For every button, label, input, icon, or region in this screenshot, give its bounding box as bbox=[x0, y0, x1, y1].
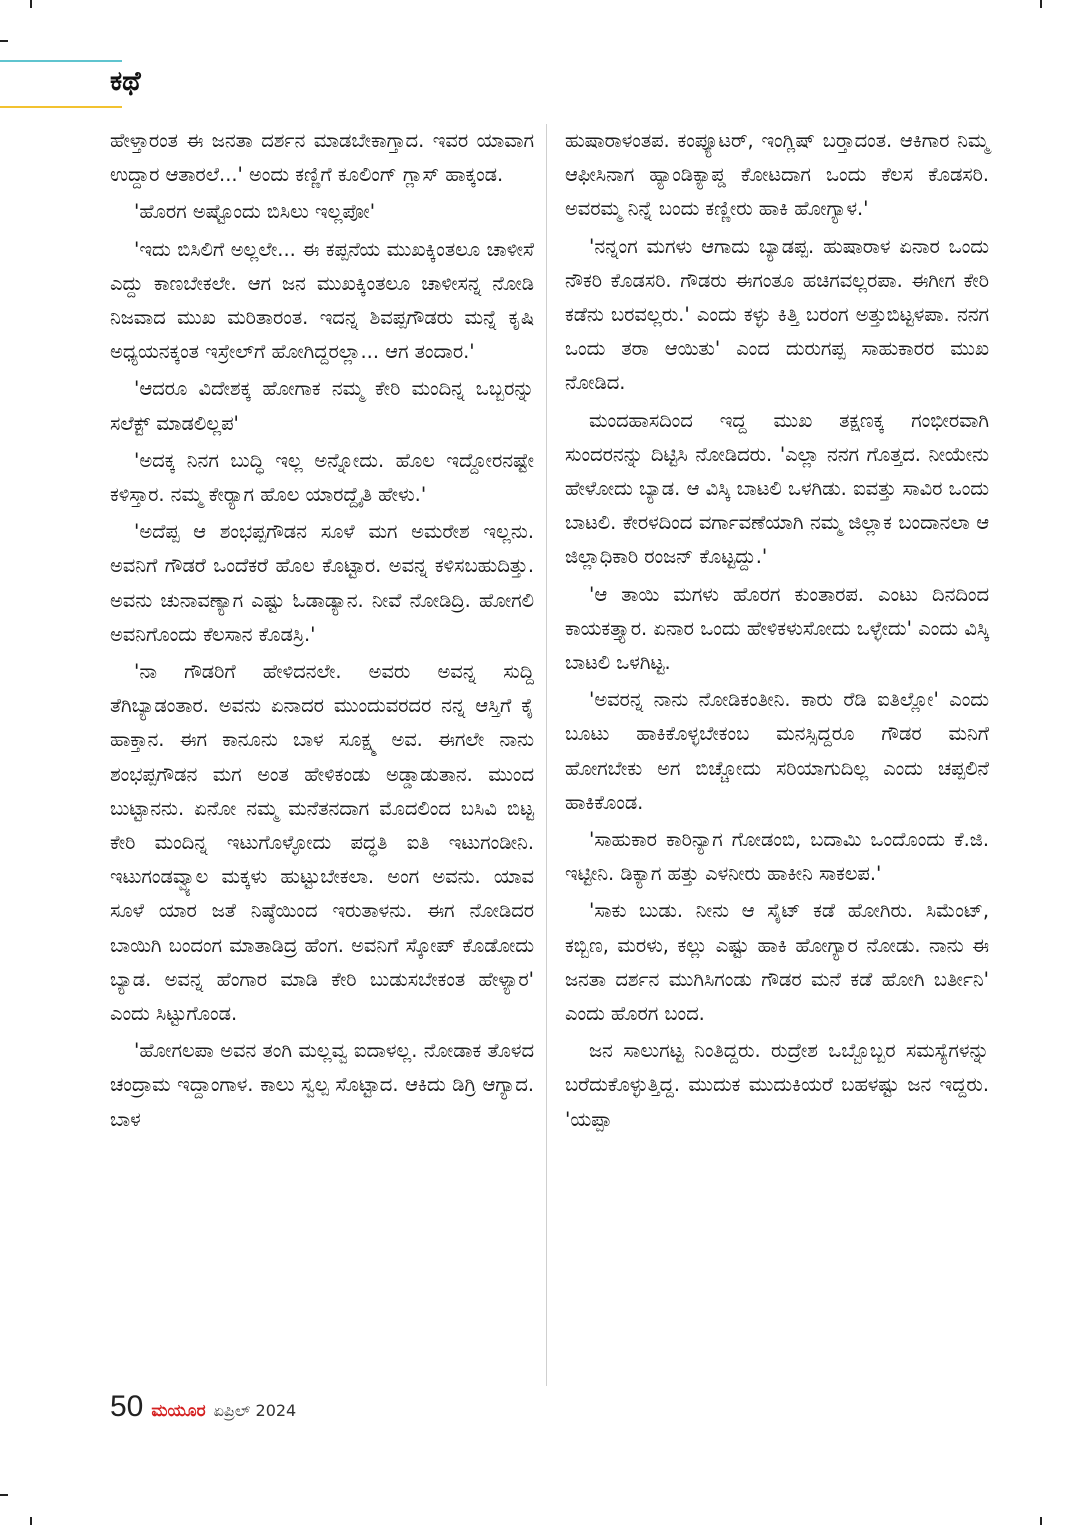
column-divider bbox=[546, 124, 547, 1386]
paragraph: ಹೇಳ್ತಾರಂತ ಈ ಜನತಾ ದರ್ಶನ ಮಾಡಬೇಕಾಗ್ತಾದ. ಇವರ ಯಾವಾಗ ಉದ್ದಾರ ಆತಾರಲೆ...' ಅಂದು ಕಣ್ಣಿಗೆ ಕೂಲಿಂಗ್ ಗ್ಲಾಸ್ ಹಾಕ್ಕಂಡ. bbox=[110, 129, 534, 187]
paragraph: 'ಆದರೂ ವಿದೇಶಕ್ಕ ಹೋಗಾಕ ನಮ್ಮ ಕೇರಿ ಮಂದಿನ್ನ ಒಬ್ಬರನ್ನು ಸಲೆಕ್ಟ್ ಮಾಡಲಿಲ್ಲಪ' bbox=[110, 377, 534, 435]
paragraph: 'ಹೋಗಲಪಾ ಅವನ ತಂಗಿ ಮಲ್ಲವ್ವ ಐದಾಳಲ್ಲ. ನೋಡಾಕ ತೊಳದ ಚಂದ್ರಾಮ ಇದ್ದಾಂಗಾಳ. ಕಾಲು ಸ್ವಲ್ಪ ಸೊಟ್ಟಾದ. ಆಕಿದು ಡಿಗ್ರಿ ಆಗ್ಯಾದ. ಬಾಳ bbox=[110, 1039, 534, 1131]
crop-mark-left-top bbox=[0, 40, 8, 42]
crop-mark-top-right bbox=[1040, 0, 1042, 8]
paragraph: ಹುಷಾರಾಳಂತಪ. ಕಂಪ್ಯೂಟರ್, ಇಂಗ್ಲಿಷ್ ಬರ್‍ತಾದಂತ. ಆಕಿಗಾರ ನಿಮ್ಮ ಆಫೀಸಿನಾಗ ಹ್ಯಾಂಡಿಕ್ಯಾಪ್ಡ ಕೋಟದಾಗ ಒಂದು ಕೆಲಸ ಕೊಡಸರಿ. ಅವರಮ್ಮ ನಿನ್ನೆ ಬಂದು ಕಣ್ಣೀರು ಹಾಕಿ ಹೋಗ್ಯಾಳ.' bbox=[565, 129, 989, 221]
issue-date: ಏಪ್ರಿಲ್ 2024 bbox=[213, 1401, 297, 1420]
text-column-right bbox=[565, 124, 989, 1140]
paragraph: 'ಸಾಕು ಬುಡು. ನೀನು ಆ ಸೈಟ್ ಕಡೆ ಹೋಗಿರು. ಸಿಮೆಂಟ್, ಕಬ್ಬಿಣ, ಮರಳು, ಕಲ್ಲು ಎಷ್ಟು ಹಾಕಿ ಹೋಗ್ಯಾರ ನೋಡು. ನಾನು ಈ ಜನತಾ ದರ್ಶನ ಮುಗಿಸಿಗಂಡು ಗೌಡರ ಮನೆ ಕಡೆ ಹೋಗಿ ಬರ್ತೀನಿ' ಎಂದು ಹೊರಗ ಬಂದ. bbox=[565, 899, 989, 1026]
header-accent-rule-cyan bbox=[0, 60, 122, 62]
paragraph: 'ಅವರನ್ನ ನಾನು ನೋಡಿಕಂತೀನಿ. ಕಾರು ರೆಡಿ ಐತಿಲ್ಲೋ' ಎಂದು ಬೂಟು ಹಾಕಿಕೊಳ್ಳಬೇಕಂಬ ಮನಸ್ಸಿದ್ದರೂ ಗೌಡರ ಮನಿಗೆ ಹೋಗಬೇಕು ಅಗ ಬಿಚ್ಚೋದು ಸರಿಯಾಗುದಿಲ್ಲ ಎಂದು ಚಪ್ಪಲಿನೆ ಹಾಕಿಕೊಂಡ. bbox=[565, 688, 989, 814]
header-accent-rule-yellow bbox=[0, 106, 122, 108]
paragraph: 'ಸಾಹುಕಾರ ಕಾರಿನ್ಯಾಗ ಗೋಡಂಬಿ, ಬದಾಮಿ ಒಂದೊಂದು ಕೆ.ಜಿ. ಇಟ್ಟೀನಿ. ಡಿಕ್ಯಾಗ ಹತ್ತು ಎಳನೀರು ಹಾಕೀನಿ ಸಾಕಲಪ.' bbox=[565, 828, 989, 886]
paragraph: 'ಇದು ಬಿಸಿಲಿಗೆ ಅಲ್ಲಲೇ... ಈ ಕಪ್ಪನೆಯ ಮುಖಕ್ಕಿಂತಲೂ ಚಾಳೀಸೆ ಎದ್ದು ಕಾಣಬೇಕಲೇ. ಆಗ ಜನ ಮುಖಕ್ಕಿಂತಲೂ ಚಾಳೀಸನ್ನ ನೋಡಿ ನಿಜವಾದ ಮುಖ ಮರಿತಾರಂತ. ಇದನ್ನ ಶಿವಪ್ಪಗೌಡರು ಮನ್ನೆ ಕೃಷಿ ಅಧ್ಯಯನಕ್ಕಂತ ಇಸ್ರೇಲ್‌ಗೆ ಹೋಗಿದ್ದರಲ್ಲಾ... ಆಗ ತಂದಾರ.' bbox=[110, 237, 534, 364]
paragraph: 'ಅದಕ್ಕ ನಿನಗ ಬುದ್ಧಿ ಇಲ್ಲ ಅನ್ನೋದು. ಹೊಲ ಇದ್ದೋರನಷ್ಟೇ ಕಳಿಸ್ತಾರ. ನಮ್ಮ ಕೇರ್‍ಯಾಗ ಹೊಲ ಯಾರದ್ದೈತಿ ಹೇಳು.' bbox=[110, 448, 534, 507]
crop-mark-bottom-right bbox=[1040, 1517, 1042, 1525]
page-footer bbox=[110, 1390, 296, 1424]
paragraph: 'ಆ ತಾಯಿ ಮಗಳು ಹೊರಗ ಕುಂತಾರಪ. ಎಂಟು ದಿನದಿಂದ ಕಾಯಕತ್ತ್ಯಾರ. ಏನಾರ ಒಂದು ಹೇಳಿಕಳುಸೋದು ಒಳ್ಳೇದು' ಎಂದು ವಿಸ್ಕಿ ಬಾಟಲಿ ಒಳಗಿಟ್ಟ. bbox=[565, 582, 989, 675]
paragraph: 'ಅದೆಪ್ಪ ಆ ಶಂಭಪ್ಪಗೌಡನ ಸೂಳೆ ಮಗ ಅಮರೇಶ ಇಲ್ಲನು. ಅವನಿಗೆ ಗೌಡರೆ ಒಂದೆಕರೆ ಹೊಲ ಕೊಟ್ಟಾರ. ಅವನ್ನ ಕಳಿಸಬಹುದಿತ್ತು. ಅವನು ಚುನಾವಣ್ಯಾಗ ಎಷ್ಟು ಓಡಾಡ್ಯಾನ. ನೀವೆ ನೋಡಿದ್ರಿ. ಹೋಗಲಿ ಅವನಿಗೊಂದು ಕೆಲಸಾನ ಕೊಡಸ್ರಿ.' bbox=[110, 520, 534, 646]
paragraph: ಮಂದಹಾಸದಿಂದ ಇದ್ದ ಮುಖ ತಕ್ಷಣಕ್ಕ ಗಂಭೀರವಾಗಿ ಸುಂದರನನ್ನು ದಿಟ್ಟಿಸಿ ನೋಡಿದರು. 'ಎಲ್ಲಾ ನನಗ ಗೊತ್ತದ. ನೀಯೇನು ಹೇಳೋದು ಬ್ಯಾಡ. ಆ ವಿಸ್ಕಿ ಬಾಟಲಿ ಒಳಗಿಡು. ಐವತ್ತು ಸಾವಿರ ಒಂದು ಬಾಟಲಿ. ಕೇರಳದಿಂದ ವರ್ಗಾವಣೆಯಾಗಿ ನಮ್ಮ ಜಿಲ್ಲಾಕ ಬಂದಾನಲಾ ಆ ಜಿಲ್ಲಾಧಿಕಾರಿ ರಂಜನ್ ಕೊಟ್ಟದ್ದು.' bbox=[565, 408, 989, 569]
crop-mark-left-bottom bbox=[0, 1494, 8, 1496]
section-label: ಕಥೆ bbox=[110, 66, 141, 97]
paragraph: 'ನನ್ನಂಗ ಮಗಳು ಆಗಾದು ಬ್ಯಾಡಪ್ಪ. ಹುಷಾರಾಳ ಏನಾರ ಒಂದು ನೌಕರಿ ಕೊಡಸರಿ. ಗೌಡರು ಈಗಂತೂ ಹಚಿಗವಲ್ಲರಪಾ. ಈಗೀಗ ಕೇರಿ ಕಡೆನು ಬರವಲ್ಲರು.' ಎಂದು ಕಳ್ಳು ಕಿತ್ತಿ ಬರಂಗ ಅತ್ತುಬಿಟ್ಟಳಪಾ. ನನಗ ಒಂದು ತರಾ ಆಯಿತು' ಎಂದ ದುರುಗಪ್ಪ ಸಾಹುಕಾರರ ಮುಖ ನೋಡಿದ. bbox=[565, 234, 989, 395]
paragraph: 'ನಾ ಗೌಡರಿಗೆ ಹೇಳಿದನಲೇ. ಅವರು ಅವನ್ನ ಸುದ್ದಿ ತೆಗಿಬ್ಯಾಡಂತಾರ. ಅವನು ಏನಾದರ ಮುಂದುವರದರ ನನ್ನ ಆಸ್ತಿಗೆ ಕೈ ಹಾಕ್ತಾನ. ಈಗ ಕಾನೂನು ಬಾಳ ಸೂಕ್ಷ್ಮ ಅವ. ಈಗಲೇ ನಾನು ಶಂಭಪ್ಪಗೌಡನ ಮಗ ಅಂತ ಹೇಳಿಕಂಡು ಅಡ್ಡಾಡುತಾನ. ಮುಂದ ಬುಟ್ಟಾನನು. ಏನೋ ನಮ್ಮ ಮನೆತನದಾಗ ಮೊದಲಿಂದ ಬಸಿವಿ ಬಿಟ್ಟ ಕೇರಿ ಮಂದಿನ್ನ ಇಟುಗೊಳ್ಳೋದು ಪದ್ಧತಿ ಐತಿ ಇಟುಗಂಡೀನಿ. ಇಟುಗಂಡವ್ವ್ಯಾಲ ಮಕ್ಕಳು ಹುಟ್ಟುಬೇಕಲಾ. ಅಂಗ ಅವನು. ಯಾವ ಸೂಳೆ ಯಾರ ಜತೆ ನಿಷ್ಠೆಯಿಂದ ಇರುತಾಳನು. ಈಗ ನೋಡಿದರ ಬಾಯಿಗಿ ಬಂದಂಗ ಮಾತಾಡಿದ್ರ ಹೆಂಗ. ಅವನಿಗೆ ಸ್ಕೋಪ್ ಕೊಡೋದು ಬ್ಯಾಡ. ಅವನ್ನ ಹೆಂಗಾರ ಮಾಡಿ ಕೇರಿ ಬುಡುಸಬೇಕಂತ ಹೇಳ್ಯಾರ' ಎಂದು ಸಿಟ್ಟುಗೊಂಡ. bbox=[110, 660, 534, 1026]
page-number: 50 bbox=[110, 1390, 144, 1423]
text-column-left bbox=[110, 124, 534, 1140]
paragraph: 'ಹೊರಗ ಅಷ್ಟೊಂದು ಬಿಸಿಲು ಇಲ್ಲಪೋ' bbox=[134, 200, 376, 224]
crop-mark-top-left bbox=[30, 0, 32, 8]
crop-mark-bottom-left bbox=[30, 1517, 32, 1525]
paragraph: ಜನ ಸಾಲುಗಟ್ಟ ನಿಂತಿದ್ದರು. ರುದ್ರೇಶ ಒಬ್ಬೊಬ್ಬರ ಸಮಸ್ಯೆಗಳನ್ನು ಬರೆದುಕೊಳ್ಳುತ್ತಿದ್ದ. ಮುದುಕ ಮುದುಕಿಯರೆ ಬಹಳಷ್ಟು ಜನ ಇದ್ದರು. 'ಯಪ್ಪಾ bbox=[565, 1039, 989, 1131]
magazine-logo: ಮಯೂರ bbox=[151, 1401, 206, 1421]
